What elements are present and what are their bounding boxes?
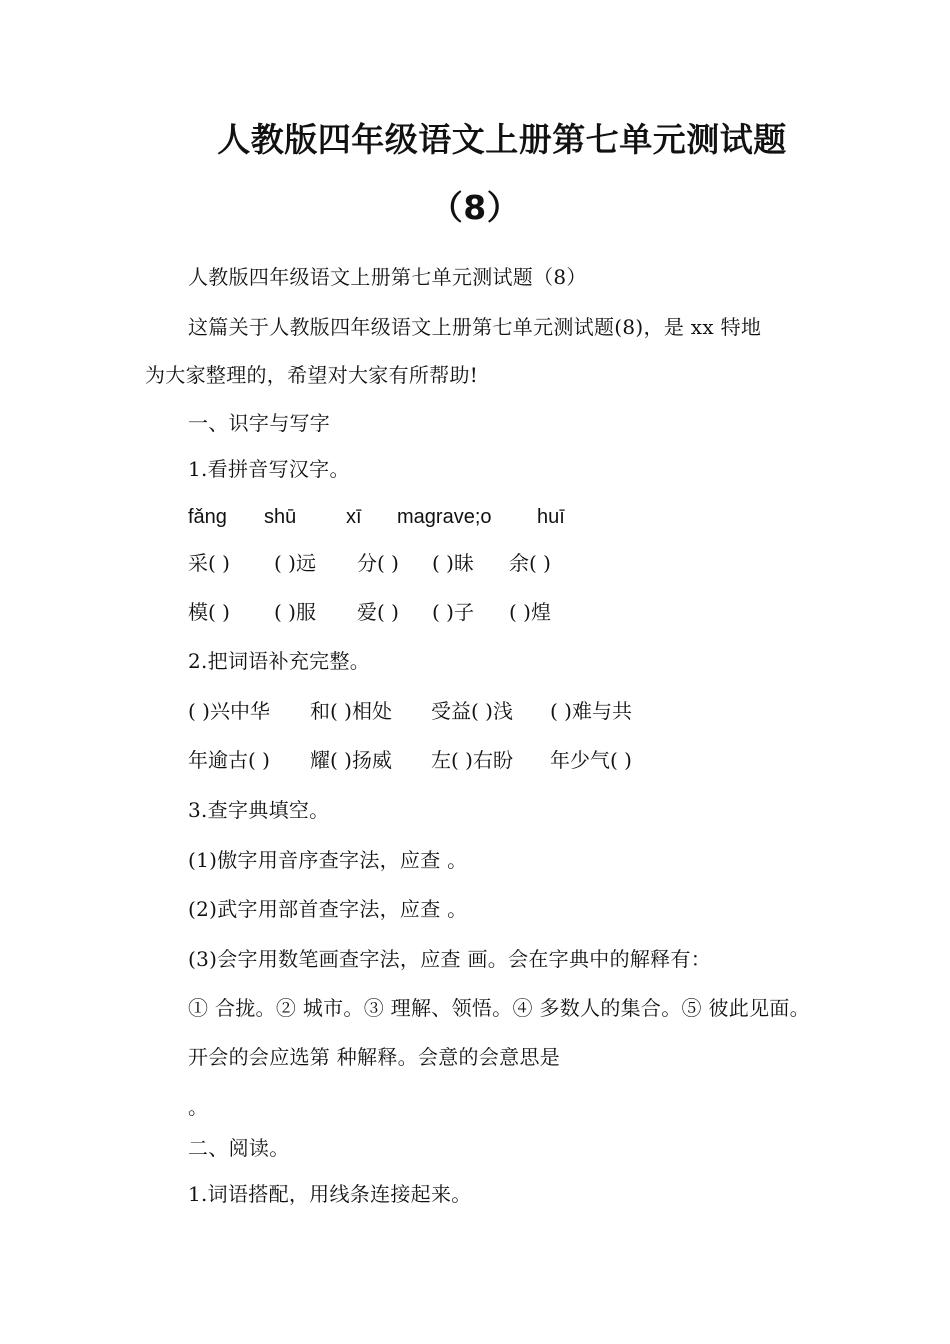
section-heading-literacy: 一、识字与写字 xyxy=(188,411,331,435)
idiom-blank-item: 年逾古( ) xyxy=(188,748,270,772)
question-3-item-2: (2)武字用部首查字法，应查 。 xyxy=(188,897,468,921)
intro-paragraph-line-1: 这篇关于人教版四年级语文上册第七单元测试题(8)，是 xx 特地 xyxy=(188,315,762,339)
fill-blank-item: 爱( ) xyxy=(357,600,399,624)
intro-paragraph-line-2: 为大家整理的，希望对大家有所帮助! xyxy=(145,363,479,387)
document-title-number: （8） xyxy=(429,188,521,227)
fill-blank-item: ( )昧 xyxy=(432,551,474,575)
pinyin-item: magrave;o xyxy=(397,506,492,528)
question-3-item-4-end: 。 xyxy=(188,1095,209,1119)
pinyin-item: shū xyxy=(264,506,297,528)
document-title: 人教版四年级语文上册第七单元测试题 xyxy=(217,120,787,159)
fill-blank-item: 模( ) xyxy=(188,600,230,624)
pinyin-item: huī xyxy=(537,506,565,528)
idiom-blank-item: 左( )右盼 xyxy=(431,748,513,772)
fill-blank-item: 余( ) xyxy=(509,551,551,575)
reading-question-1-heading: 1.词语搭配，用线条连接起来。 xyxy=(188,1182,472,1206)
subtitle: 人教版四年级语文上册第七单元测试题（8） xyxy=(188,265,587,289)
idiom-blank-item: 耀( )扬威 xyxy=(310,748,392,772)
question-3-item-3: (3)会字用数笔画查字法，应查 画。会在字典中的解释有： xyxy=(188,947,712,971)
fill-blank-item: ( )子 xyxy=(432,600,474,624)
idiom-blank-item: 年少气( ) xyxy=(550,748,632,772)
question-1-heading: 1.看拼音写汉字。 xyxy=(188,457,350,481)
idiom-blank-item: ( )难与共 xyxy=(550,699,632,723)
question-3-heading: 3.查字典填空。 xyxy=(188,798,330,822)
question-3-item-1: (1)傲字用音序查字法，应查 。 xyxy=(188,848,468,872)
idiom-blank-item: 受益( )浅 xyxy=(431,699,513,723)
fill-blank-item: ( )远 xyxy=(274,551,316,575)
idiom-blank-item: 和( )相处 xyxy=(310,699,392,723)
question-3-item-4: 开会的会应选第 种解释。会意的会意思是 xyxy=(188,1045,561,1069)
pinyin-item: fǎng xyxy=(188,506,227,528)
pinyin-item: xī xyxy=(346,506,362,528)
idiom-blank-item: ( )兴中华 xyxy=(188,699,270,723)
section-heading-reading: 二、阅读。 xyxy=(188,1136,290,1160)
fill-blank-item: 分( ) xyxy=(357,551,399,575)
fill-blank-item: ( )服 xyxy=(274,600,316,624)
fill-blank-item: 采( ) xyxy=(188,551,230,575)
question-2-heading: 2.把词语补充完整。 xyxy=(188,649,371,673)
fill-blank-item: ( )煌 xyxy=(509,600,551,624)
question-3-meanings: ① 合拢。② 城市。③ 理解、领悟。④ 多数人的集合。⑤ 彼此见面。 xyxy=(188,996,810,1020)
